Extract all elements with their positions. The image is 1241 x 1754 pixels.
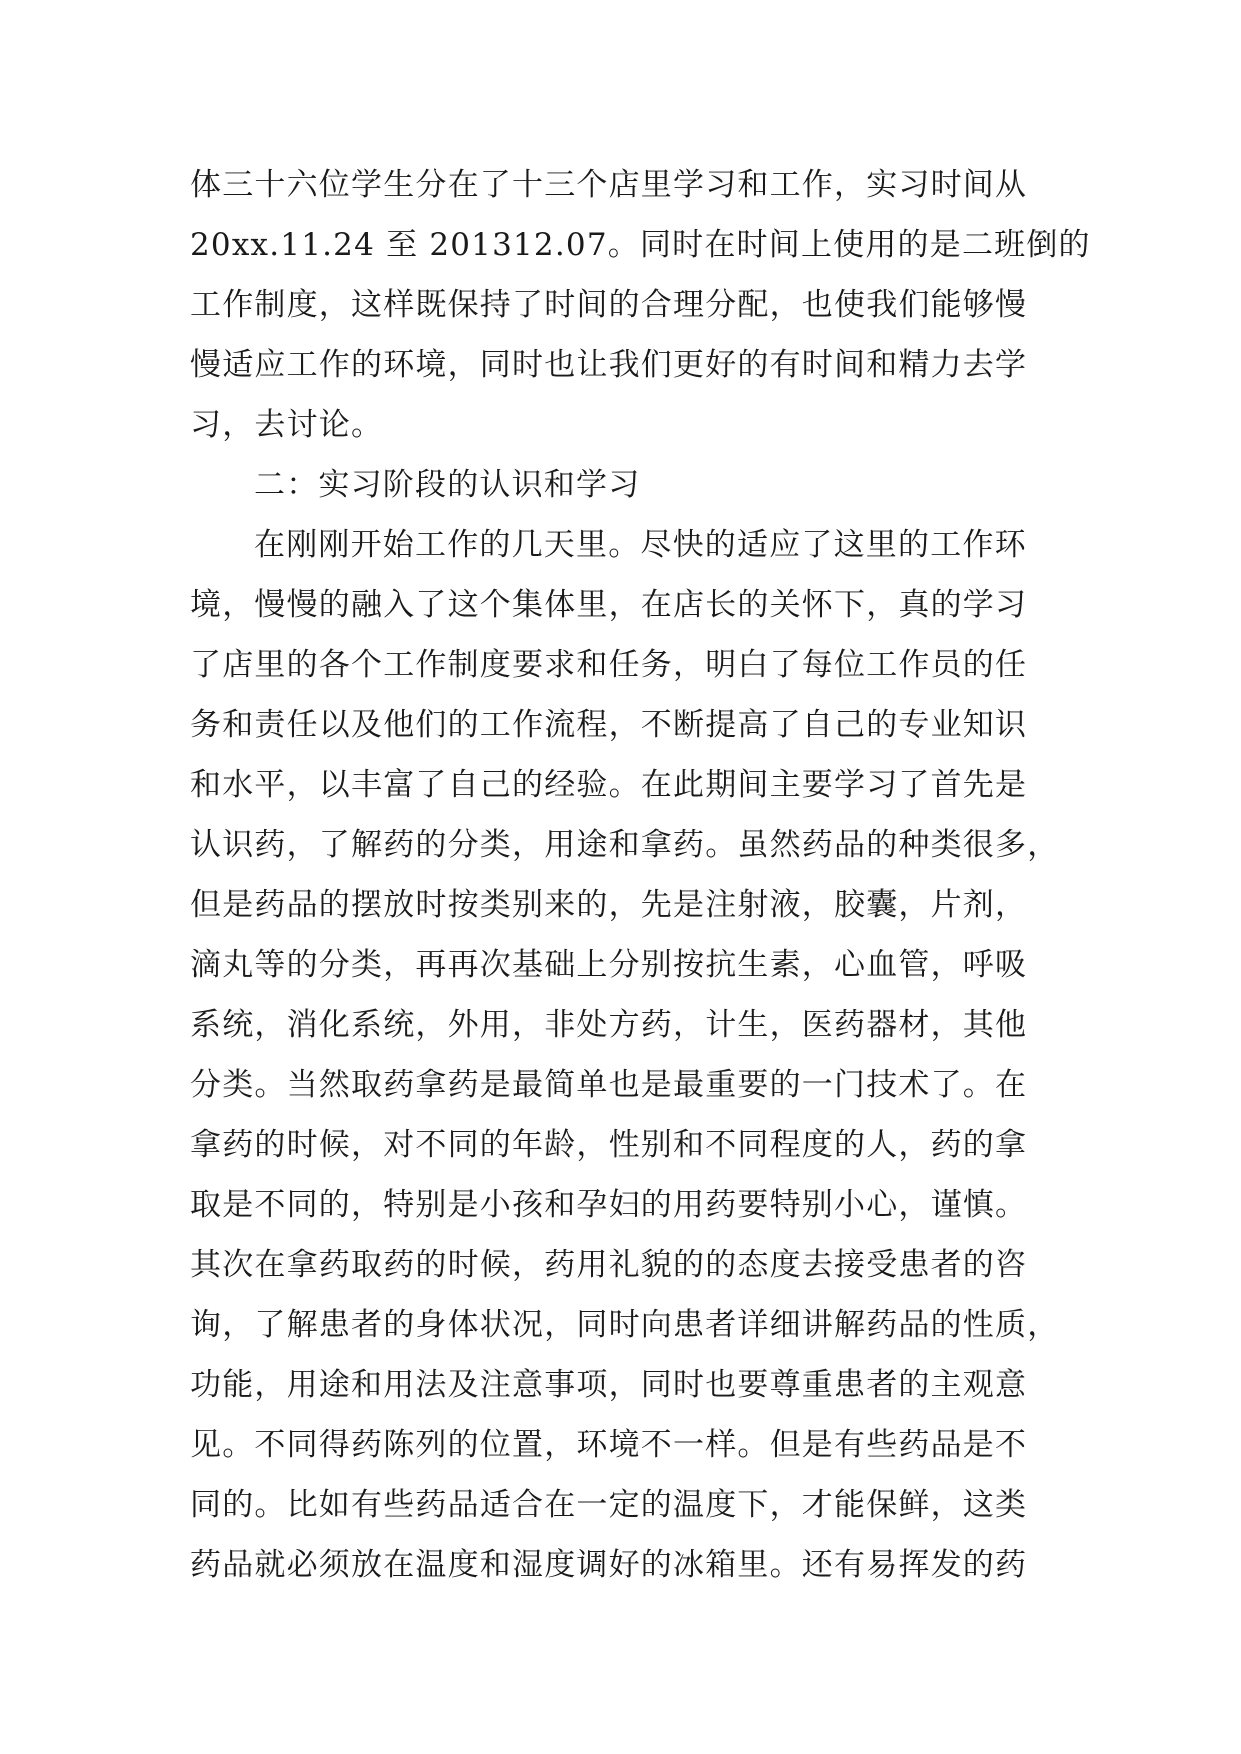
text-line-21: 功能，用途和用法及注意事项，同时也要尊重患者的主观意 <box>190 1367 1028 1403</box>
section-heading: 二：实习阶段的认识和学习 <box>254 467 641 503</box>
text-line-16: 分类。当然取药拿药是最简单也是最重要的一门技术了。在 <box>190 1067 1028 1103</box>
text-line-24: 药品就必须放在温度和湿度调好的冰箱里。还有易挥发的药 <box>190 1547 1028 1583</box>
text-line-12: 认识药，了解药的分类，用途和拿药。虽然药品的种类很多， <box>190 827 1060 863</box>
text-line-22: 见。不同得药陈列的位置，环境不一样。但是有些药品是不 <box>190 1427 1028 1463</box>
text-line-8: 境，慢慢的融入了这个集体里，在店长的关怀下，真的学习 <box>190 587 1028 623</box>
text-line-3: 工作制度，这样既保持了时间的合理分配，也使我们能够慢 <box>190 287 1028 323</box>
text-line-15: 系统，消化系统，外用，非处方药，计生，医药器材，其他 <box>190 1007 1028 1043</box>
text-line-18: 取是不同的，特别是小孩和孕妇的用药要特别小心，谨慎。 <box>190 1187 1028 1223</box>
body-text <box>190 155 1091 1595</box>
text-line-9: 了店里的各个工作制度要求和任务，明白了每位工作员的任 <box>190 647 1028 683</box>
text-line-4: 慢适应工作的环境，同时也让我们更好的有时间和精力去学 <box>190 347 1028 383</box>
text-line-23: 同的。比如有些药品适合在一定的温度下，才能保鲜，这类 <box>190 1487 1028 1523</box>
text-line-14: 滴丸等的分类，再再次基础上分别按抗生素，心血管，呼吸 <box>190 947 1028 983</box>
text-line-17: 拿药的时候，对不同的年龄，性别和不同程度的人，药的拿 <box>190 1127 1028 1163</box>
text-line-19: 其次在拿药取药的时候，药用礼貌的的态度去接受患者的咨 <box>190 1247 1028 1283</box>
text-line-5: 习，去讨论。 <box>190 407 384 443</box>
text-line-11: 和水平，以丰富了自己的经验。在此期间主要学习了首先是 <box>190 767 1028 803</box>
text-line-10: 务和责任以及他们的工作流程，不断提高了自己的专业知识 <box>190 707 1028 743</box>
text-line-13: 但是药品的摆放时按类别来的，先是注射液，胶囊，片剂， <box>190 887 1028 923</box>
text-line-20: 询，了解患者的身体状况，同时向患者详细讲解药品的性质， <box>190 1307 1060 1343</box>
text-line-1: 体三十六位学生分在了十三个店里学习和工作，实习时间从 <box>190 167 1028 203</box>
text-line-2: 20xx.11.24 至 201312.07。同时在时间上使用的是二班倒的 <box>190 227 1091 263</box>
text-line-7: 在刚刚开始工作的几天里。尽快的适应了这里的工作环 <box>254 527 1027 563</box>
